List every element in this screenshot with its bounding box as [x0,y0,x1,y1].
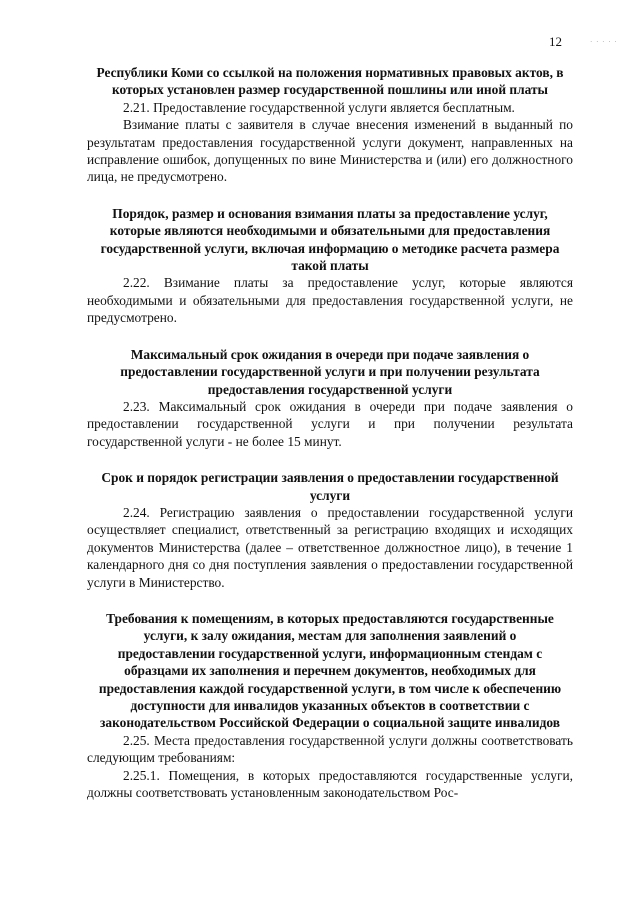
paragraph: 2.25.1. Помещения, в которых предоставляются государственные услуги, должны соответствовать установленным законодательством Рос- [87,767,573,801]
section-heading: Требования к помещениям, в которых предоставляются государственные услуги, к залу ожидания, местам для заполнения заявлений о предоставлении государственной услуги, информационным стендам с образцами их заполнения и перечнем документов, необходимых для предоставления каждой государственной услуги, в том числе к обеспечению доступности для инвалидов указанных объектов в соответствии с законодательством Российской Федерации о социальной защите инвалидов [98,610,562,731]
paragraph: Взимание платы с заявителя в случае внесения изменений в выданный по результатам предоставления государственной услуги документ, направленных на исправление ошибок, допущенных по вине Министерства и (или) его должностного лица, не предусмотрено. [87,117,573,185]
document-body [87,64,573,801]
section-heading: Срок и порядок регистрации заявления о предоставлении государственной услуги [101,470,559,503]
section-heading: Порядок, размер и основания взимания платы за предоставление услуг, которые являются необходимыми и обязательными для предоставления государственной услуги, включая информацию о методике расчета размера такой платы [100,205,560,274]
section-heading: Максимальный срок ожидания в очереди при подаче заявления о предоставлении государственной услуги и при получении результата предоставления государственной услуги [120,346,540,397]
paragraph: 2.21. Предоставление государственной услуги является бесплатным. [123,99,515,115]
section-heading: Республики Коми со ссылкой на положения нормативных правовых актов, в которых установлен размер государственной пошлины или иной платы [96,65,564,98]
page-number: 12 [549,34,562,49]
scan-corner-marks: · · · · · [590,38,618,46]
paragraph: 2.25. Места предоставления государственной услуги должны соответствовать следующим требованиям: [87,732,573,766]
paragraph: 2.23. Максимальный срок ожидания в очереди при подаче заявления о предоставлении государственной услуги и при получении результата государственной услуги - не более 15 минут. [87,398,573,449]
paragraph: 2.24. Регистрацию заявления о предоставлении государственной услуги осуществляет специалист, ответственный за регистрацию входящих и исходящих документов Министерства (далее – ответственное должностное лицо), в течение 1 календарного дня со дня поступления заявления о предоставлении государственной услуги в Министерство. [87,504,573,590]
paragraph: 2.22. Взимание платы за предоставление услуг, которые являются необходимыми и обязательными для предоставления государственной услуги, не предусмотрено. [87,275,573,326]
